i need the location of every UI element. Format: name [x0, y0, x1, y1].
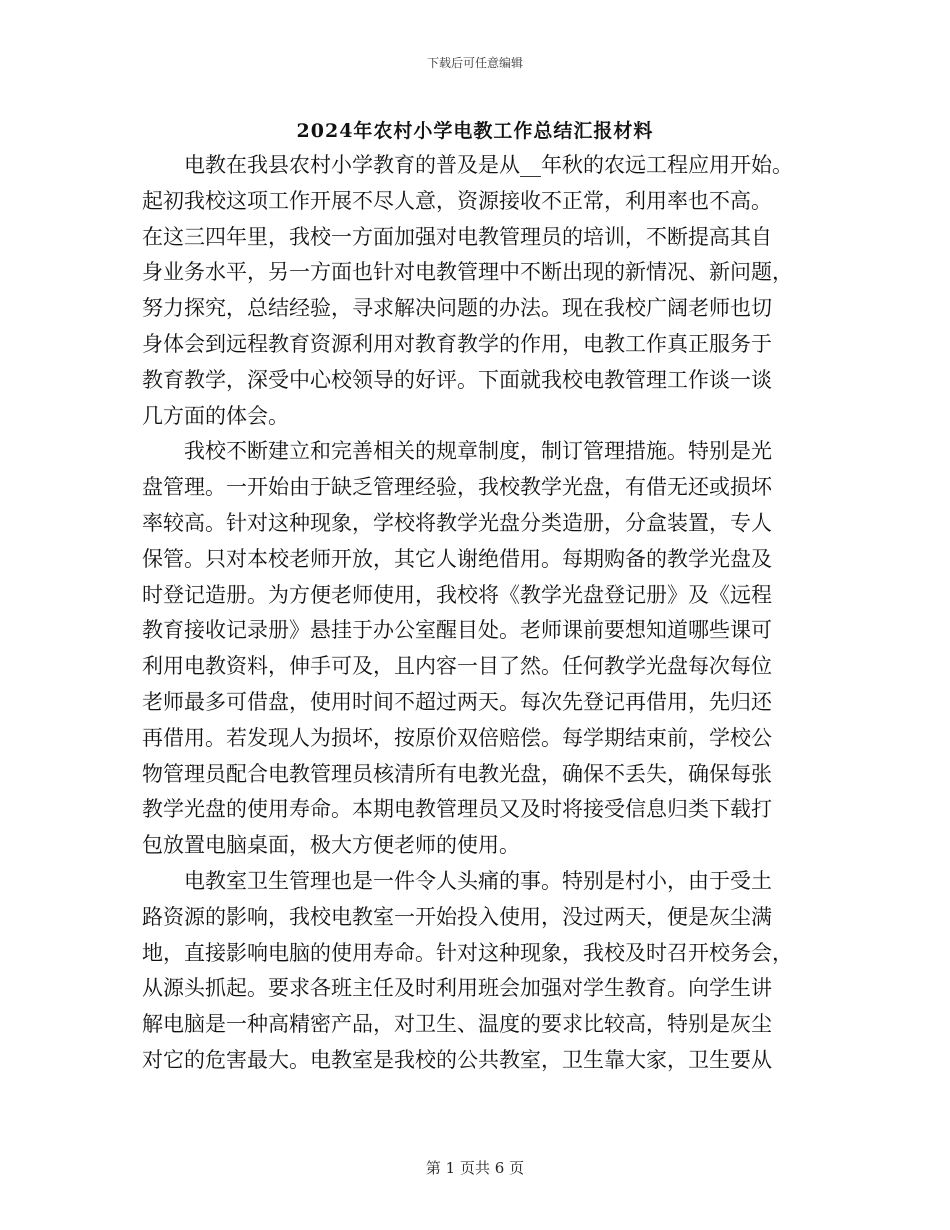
paragraph-line: 对它的危害最大。电教室是我校的公共教室，卫生靠大家，卫生要从	[142, 1047, 772, 1072]
paragraph-line: 起初我校这项工作开展不尽人意，资源接收不正常，利用率也不高。	[142, 188, 772, 213]
header-note: 下载后可任意编辑	[426, 56, 523, 70]
paragraph-line: 盘管理。一开始由于缺乏管理经验，我校教学光盘，有借无还或损坏	[142, 475, 772, 500]
paragraph-line: 从源头抓起。要求各班主任及时利用班会加强对学生教育。向学生讲	[142, 976, 772, 1001]
paragraph-3	[142, 864, 810, 1079]
paragraph-line: 率较高。针对这种现象，学校将教学光盘分类造册，分盒装置，专人	[142, 510, 772, 535]
paragraph-line: 电教在我县农村小学教育的普及是从__年秋的农远工程应用开始。	[142, 153, 793, 177]
paragraph-line: 身业务水平，另一方面也针对电教管理中不断出现的新情况、新问题，	[142, 260, 793, 285]
paragraph-2	[142, 434, 810, 864]
paragraph-line: 在这三四年里，我校一方面加强对电教管理员的培训，不断提高其自	[142, 224, 772, 249]
paragraph-1	[142, 148, 810, 434]
paragraph-line: 物管理员配合电教管理员核清所有电教光盘，确保不丢失，确保每张	[142, 761, 772, 786]
paragraph-line: 几方面的体会。	[142, 403, 289, 428]
document-title: 2024年农村小学电教工作总结汇报材料	[296, 120, 654, 142]
paragraph-line: 时登记造册。为方便老师使用，我校将《教学光盘登记册》及《远程	[142, 582, 772, 607]
paragraph-line: 教育教学，深受中心校领导的好评。下面就我校电教管理工作谈一谈	[142, 367, 772, 392]
page-number-footer: 第 1 页共 6 页	[425, 1159, 525, 1177]
paragraph-line: 解电脑是一种高精密产品，对卫生、温度的要求比较高，特别是灰尘	[142, 1012, 772, 1037]
paragraph-line: 身体会到远程教育资源利用对教育教学的作用，电教工作真正服务于	[142, 331, 772, 356]
paragraph-line: 我校不断建立和完善相关的规章制度，制订管理措施。特别是光	[142, 439, 772, 464]
paragraph-line: 地，直接影响电脑的使用寿命。针对这种现象，我校及时召开校务会，	[142, 940, 793, 965]
paragraph-line: 保管。只对本校老师开放，其它人谢绝借用。每期购备的教学光盘及	[142, 546, 772, 571]
paragraph-line: 教学光盘的使用寿命。本期电教管理员又及时将接受信息归类下载打	[142, 797, 772, 822]
paragraph-line: 利用电教资料，伸手可及，且内容一目了然。任何教学光盘每次每位	[142, 654, 772, 679]
paragraph-line: 努力探究，总结经验，寻求解决问题的办法。现在我校广阔老师也切	[142, 296, 772, 321]
paragraph-line: 老师最多可借盘，使用时间不超过两天。每次先登记再借用，先归还	[142, 689, 772, 714]
paragraph-line: 再借用。若发现人为损坏，按原价双倍赔偿。每学期结束前，学校公	[142, 725, 772, 750]
paragraph-line: 路资源的影响，我校电教室一开始投入使用，没过两天，便是灰尘满	[142, 904, 772, 929]
paragraph-line: 教育接收记录册》悬挂于办公室醒目处。老师课前要想知道哪些课可	[142, 618, 772, 643]
paragraph-line: 包放置电脑桌面，极大方便老师的使用。	[142, 833, 520, 858]
document-body	[142, 148, 810, 1079]
paragraph-line: 电教室卫生管理也是一件令人头痛的事。特别是村小，由于受土	[142, 868, 772, 893]
